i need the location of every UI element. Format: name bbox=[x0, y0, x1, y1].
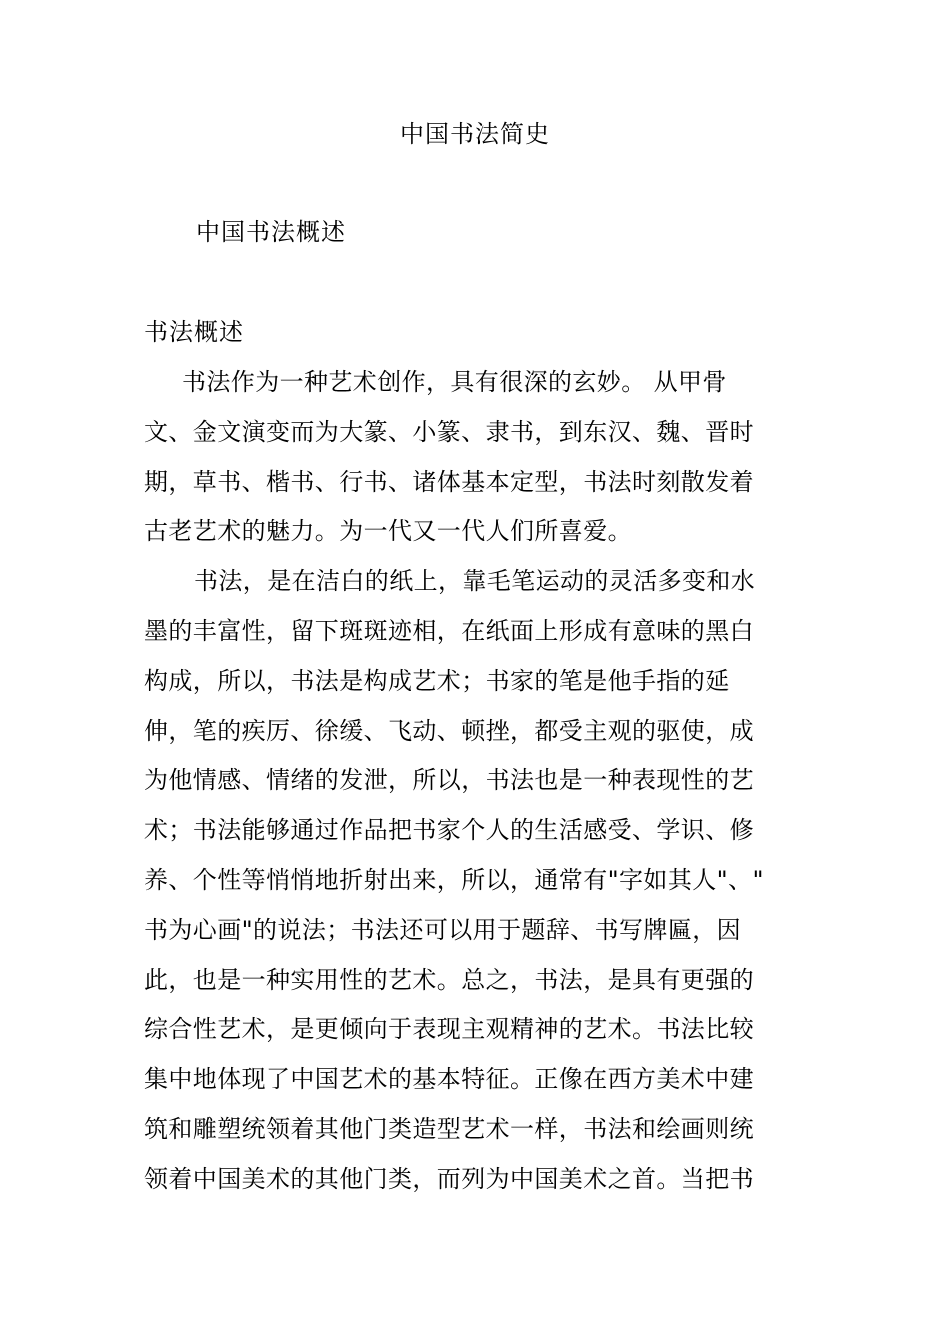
body-line: 伸，笔的疾厉、徐缓、飞动、顿挫，都受主观的驱使，成 bbox=[144, 716, 754, 745]
body-line: 筑和雕塑统领着其他门类造型艺术一样，书法和绘画则统 bbox=[144, 1114, 754, 1143]
body-line: 此，也是一种实用性的艺术。总之，书法，是具有更强的 bbox=[144, 965, 754, 994]
body-line: 养、个性等悄悄地折射出来，所以，通常有"字如其人"、" bbox=[144, 865, 764, 894]
body-line: 古老艺术的魅力。为一代又一代人们所喜爱。 bbox=[144, 517, 632, 546]
body-line: 为他情感、情绪的发泄，所以，书法也是一种表现性的艺 bbox=[144, 766, 754, 795]
body-line: 综合性艺术，是更倾向于表现主观精神的艺术。书法比较 bbox=[144, 1015, 754, 1044]
body-text bbox=[144, 364, 784, 1211]
body-line: 墨的丰富性，留下斑斑迹相，在纸面上形成有意味的黑白 bbox=[144, 616, 754, 645]
section-heading: 书法概述 bbox=[144, 318, 244, 346]
body-line: 期，草书、楷书、行书、诸体基本定型，书法时刻散发着 bbox=[144, 467, 754, 496]
document-title: 中国书法简史 bbox=[400, 120, 550, 148]
body-line: 文、金文演变而为大篆、小篆、隶书，到东汉、魏、晋时 bbox=[144, 417, 754, 446]
body-line: 书法，是在洁白的纸上，靠毛笔运动的灵活多变和水 bbox=[194, 567, 756, 596]
document-subtitle: 中国书法概述 bbox=[196, 218, 346, 246]
body-line: 书法作为一种艺术创作，具有很深的玄妙。 从甲骨 bbox=[182, 368, 727, 396]
body-line: 领着中国美术的其他门类，而列为中国美术之首。当把书 bbox=[144, 1164, 754, 1193]
body-line: 构成，所以，书法是构成艺术；书家的笔是他手指的延 bbox=[144, 666, 730, 695]
body-line: 术；书法能够通过作品把书家个人的生活感受、学识、修 bbox=[144, 816, 754, 845]
body-line: 书为心画"的说法；书法还可以用于题辞、书写牌匾，因 bbox=[144, 915, 742, 944]
body-line: 集中地体现了中国艺术的基本特征。正像在西方美术中建 bbox=[144, 1065, 754, 1094]
